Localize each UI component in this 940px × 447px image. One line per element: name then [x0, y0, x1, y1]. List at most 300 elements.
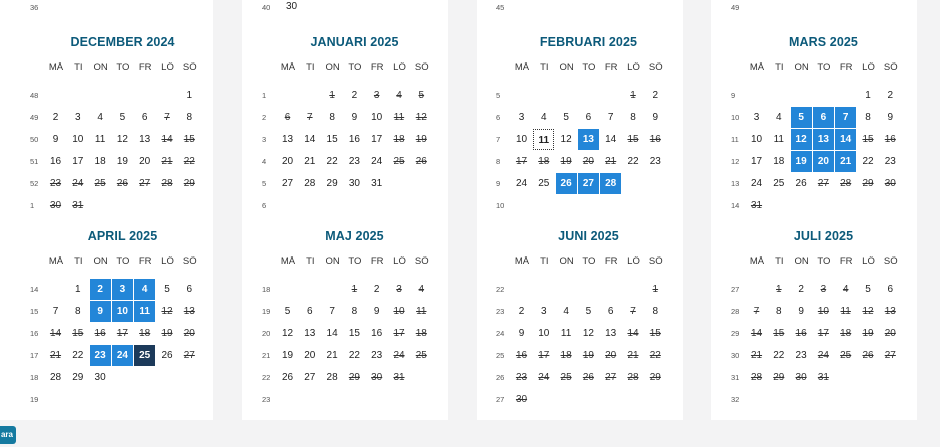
day-cell: 12	[862, 306, 874, 317]
day-cell[interactable]: 8	[75, 306, 81, 317]
week-number: 6	[262, 201, 267, 210]
day-cell: 27	[817, 178, 829, 189]
day-cell[interactable]: 10	[515, 134, 528, 145]
day-cell[interactable]: 2	[373, 284, 380, 295]
day-cell[interactable]: 29	[72, 372, 84, 383]
day-cell[interactable]: 5	[791, 107, 812, 128]
day-cell[interactable]: 5	[585, 306, 592, 317]
day-cell[interactable]: 12	[116, 134, 128, 145]
day-cell: 14	[49, 328, 62, 339]
weekday-header: TI	[540, 256, 549, 267]
day-cell[interactable]: 6	[607, 306, 614, 317]
day-cell[interactable]: 28	[600, 173, 621, 194]
day-cell[interactable]: 17	[72, 156, 84, 167]
week-number: 17	[30, 351, 39, 360]
day-cell: 17	[515, 156, 528, 167]
day-cell: 21	[161, 156, 173, 167]
day-cell[interactable]: 24	[371, 156, 383, 167]
day-cell[interactable]: 23	[371, 350, 383, 361]
day-cell[interactable]: 5	[284, 306, 291, 317]
day-cell[interactable]: 22	[627, 156, 639, 167]
day-cell: 1	[351, 284, 358, 295]
day-cell: 25	[393, 156, 405, 167]
day-cell[interactable]: 2	[351, 90, 358, 101]
day-cell[interactable]: 2	[887, 90, 894, 101]
day-cell[interactable]: 24	[112, 345, 133, 366]
week-number: 14	[30, 285, 39, 294]
day-cell: 19	[560, 156, 572, 167]
day-cell[interactable]: 23	[795, 350, 807, 361]
day-cell: 29	[862, 178, 874, 189]
day-cell: 16	[649, 134, 661, 145]
weekday-header: FR	[604, 62, 618, 73]
week-number: 18	[30, 373, 39, 382]
month-title: FEBRUARI 2025	[539, 35, 638, 49]
day-cell[interactable]: 5	[865, 284, 871, 295]
week-number: 9	[496, 179, 501, 188]
day-cell[interactable]: 2	[90, 279, 111, 300]
week-number: 51	[30, 157, 39, 166]
day-cell[interactable]: 2	[652, 90, 659, 101]
day-cell: 13	[884, 306, 896, 317]
day-cell: 3	[396, 284, 402, 295]
day-cell[interactable]: 4	[563, 306, 569, 317]
day-cell[interactable]: 9	[798, 306, 804, 317]
day-cell: 4	[396, 90, 402, 101]
week-number: 15	[30, 307, 39, 316]
day-cell[interactable]: 28	[49, 372, 62, 383]
weekday-header: SÖ	[883, 62, 898, 73]
day-cell: 23	[515, 372, 528, 383]
day-cell[interactable]: 7	[607, 112, 614, 123]
weekday-header: TI	[306, 256, 315, 267]
day-cell: 15	[627, 134, 639, 145]
day-cell[interactable]: 8	[776, 306, 782, 317]
day-cell: 27	[183, 350, 195, 361]
day-cell[interactable]: 28	[326, 372, 338, 383]
day-cell[interactable]: 25	[538, 178, 550, 189]
weekday-header: LÖ	[862, 256, 875, 267]
day-cell: 18	[538, 156, 550, 167]
day-cell: 26	[116, 178, 128, 189]
day-cell: 26	[415, 156, 427, 167]
weekday-header: ON	[325, 256, 340, 267]
day-cell[interactable]: 6	[307, 306, 313, 317]
week-number: 52	[30, 179, 39, 188]
day-cell: 29	[183, 178, 195, 189]
day-cell[interactable]: 30	[348, 178, 360, 189]
day-cell[interactable]: 19	[116, 156, 128, 167]
day-cell[interactable]: 12	[582, 328, 594, 339]
day-cell: 17	[393, 328, 405, 339]
day-cell[interactable]: 23	[348, 156, 360, 167]
day-cell: 25	[415, 350, 427, 361]
weekday-header: MÅ	[749, 62, 765, 73]
week-number: 26	[496, 373, 505, 382]
week-number: 31	[731, 373, 740, 382]
weekday-header: TI	[775, 256, 784, 267]
day-cell[interactable]: 18	[773, 156, 785, 167]
day-cell[interactable]: 3	[753, 112, 760, 123]
day-cell: 11	[393, 112, 405, 123]
day-cell[interactable]: 1	[186, 90, 193, 101]
day-cell[interactable]: 26	[795, 178, 807, 189]
day-cell[interactable]: 18	[94, 156, 106, 167]
day-cell[interactable]: 5	[119, 112, 126, 123]
day-cell[interactable]: 3	[112, 279, 133, 300]
day-cell[interactable]: 7	[329, 306, 335, 317]
week-number: 13	[731, 179, 740, 188]
day-cell[interactable]: 13	[304, 328, 316, 339]
day-cell[interactable]: 15	[326, 134, 338, 145]
day-cell: 1	[329, 90, 335, 101]
day-cell: 14	[627, 328, 639, 339]
day-cell[interactable]: 6	[141, 112, 148, 123]
day-cell: 4	[418, 284, 425, 295]
month-title: JUNI 2025	[558, 229, 619, 243]
day-cell[interactable]: 4	[134, 279, 155, 300]
day-cell[interactable]: 10	[112, 301, 133, 322]
day-cell[interactable]: 17	[750, 156, 763, 167]
day-cell: 14	[750, 328, 763, 339]
weekday-header: SÖ	[182, 62, 197, 73]
day-cell: 5	[418, 90, 425, 101]
week-number: 29	[731, 329, 740, 338]
day-cell[interactable]: 9	[52, 134, 59, 145]
day-cell: 7	[164, 112, 170, 123]
week-number: 27	[496, 395, 505, 404]
day-cell[interactable]: 15	[348, 328, 360, 339]
day-cell: 30	[795, 372, 807, 383]
day-cell[interactable]: 6	[585, 112, 592, 123]
week-number: 4	[262, 157, 267, 166]
day-cell[interactable]: 8	[865, 112, 871, 123]
weekday-header: ON	[559, 256, 574, 267]
weekday-header: TI	[775, 62, 784, 73]
week-number: 22	[496, 285, 505, 294]
week-number: 19	[262, 307, 271, 316]
day-cell[interactable]: 31	[371, 178, 383, 189]
week-number: 1	[30, 201, 35, 210]
day-cell: 24	[538, 372, 550, 383]
weekday-header: LÖ	[393, 62, 406, 73]
weekday-header: MÅ	[48, 256, 64, 267]
day-cell[interactable]: 11	[560, 328, 572, 339]
week-number: 2	[262, 113, 267, 122]
day-cell[interactable]: 8	[652, 306, 659, 317]
week-number: 10	[496, 201, 505, 210]
day-cell[interactable]: 23	[649, 156, 661, 167]
day-cell[interactable]: 22	[862, 156, 874, 167]
week-number: 32	[731, 395, 740, 404]
weekday-header: FR	[839, 62, 853, 73]
day-cell[interactable]: 10	[538, 328, 550, 339]
day-cell[interactable]: 11	[134, 301, 155, 322]
day-cell: 29	[348, 372, 360, 383]
week-number: 23	[496, 307, 505, 316]
week-number: 5	[262, 179, 267, 188]
weekday-header: ON	[325, 62, 340, 73]
day-cell: 3	[820, 284, 827, 295]
weekday-header: TO	[348, 62, 362, 73]
day-cell[interactable]: 3	[541, 306, 547, 317]
day-cell: 15	[183, 134, 195, 145]
day-cell[interactable]: 22	[326, 156, 338, 167]
day-cell: 20	[183, 328, 195, 339]
weekday-header: MÅ	[48, 62, 64, 73]
weekday-header: TI	[74, 62, 83, 73]
day-cell: 19	[415, 134, 427, 145]
day-cell[interactable]: 10	[750, 134, 763, 145]
weekday-header: TO	[348, 256, 362, 267]
day-cell[interactable]: 14	[326, 328, 338, 339]
day-cell[interactable]: 30	[94, 372, 106, 383]
day-cell[interactable]: 4	[97, 112, 103, 123]
week-number: 25	[496, 351, 505, 360]
day-cell: 18	[393, 134, 405, 145]
month-title: DECEMBER 2024	[70, 35, 175, 49]
day-cell: 4	[842, 284, 849, 295]
day-cell: 10	[393, 306, 405, 317]
weekday-header: TO	[817, 62, 831, 73]
weekday-header: MÅ	[514, 62, 530, 73]
week-number: 1	[262, 91, 267, 100]
weekday-header: FR	[138, 256, 152, 267]
next-button[interactable]	[0, 426, 16, 444]
day-cell[interactable]: 27	[304, 372, 316, 383]
day-cell[interactable]: 25	[773, 178, 785, 189]
day-cell: 28	[840, 178, 852, 189]
day-cell: 15	[649, 328, 661, 339]
day-cell[interactable]: 11	[533, 129, 554, 150]
day-cell[interactable]: 16	[348, 134, 360, 145]
day-cell: 21	[750, 350, 763, 361]
day-cell[interactable]: 1	[865, 90, 871, 101]
day-cell[interactable]: 7	[52, 306, 59, 317]
day-cell[interactable]: 9	[90, 301, 111, 322]
day-cell[interactable]: 9	[518, 328, 525, 339]
day-cell[interactable]: 21	[835, 151, 856, 172]
day-cell[interactable]: 29	[326, 178, 338, 189]
week-number: 22	[262, 373, 271, 382]
day-cell: 21	[627, 350, 639, 361]
day-cell[interactable]: 2	[798, 284, 804, 295]
day-cell: 16	[94, 328, 106, 339]
day-cell[interactable]: 14	[605, 134, 617, 145]
day-cell[interactable]: 21	[304, 156, 316, 167]
day-cell: 15	[72, 328, 84, 339]
day-cell: 18	[560, 350, 572, 361]
day-cell: 28	[161, 178, 173, 189]
weekday-header: SÖ	[883, 256, 898, 267]
day-cell: 17	[538, 350, 550, 361]
weekday-header: TO	[817, 256, 831, 267]
week-number: 50	[30, 135, 39, 144]
day-cell: 22	[183, 156, 195, 167]
day-cell[interactable]: 27	[578, 173, 599, 194]
day-cell[interactable]: 8	[351, 306, 358, 317]
day-cell: 11	[416, 306, 427, 317]
day-cell[interactable]: 19	[281, 350, 294, 361]
day-cell: 7	[630, 306, 636, 317]
weekday-header: ON	[93, 62, 108, 73]
weekday-header: ON	[794, 256, 809, 267]
day-cell[interactable]: 25	[134, 345, 155, 366]
week-number: 30	[731, 351, 740, 360]
top-week-number: 36	[30, 3, 39, 12]
weekday-header: SÖ	[648, 256, 663, 267]
day-cell[interactable]: 9	[652, 112, 659, 123]
weekday-header: ON	[794, 62, 809, 73]
day-cell[interactable]: 9	[887, 112, 894, 123]
weekday-header: MÅ	[514, 256, 530, 267]
day-cell[interactable]: 3	[518, 112, 525, 123]
day-cell[interactable]: 20	[281, 156, 294, 167]
day-cell[interactable]: 8	[186, 112, 193, 123]
month-title: MAJ 2025	[325, 229, 384, 243]
day-cell[interactable]: 13	[813, 129, 834, 150]
day-cell[interactable]: 24	[750, 178, 763, 189]
day-cell[interactable]: 20	[139, 156, 151, 167]
day-cell[interactable]: 13	[578, 129, 599, 150]
day-cell[interactable]: 5	[563, 112, 569, 123]
day-cell[interactable]: 9	[373, 306, 380, 317]
day-cell: 28	[627, 372, 639, 383]
day-cell[interactable]: 12	[560, 134, 572, 145]
day-cell[interactable]: 20	[304, 350, 316, 361]
day-cell[interactable]: 23	[90, 345, 111, 366]
day-cell[interactable]: 14	[835, 129, 856, 150]
weekday-header: ON	[93, 256, 108, 267]
weekday-header: SÖ	[182, 256, 197, 267]
day-cell: 7	[307, 112, 313, 123]
weekday-header: TO	[116, 256, 130, 267]
day-cell: 15	[773, 328, 785, 339]
day-cell: 1	[776, 284, 782, 295]
day-cell: 31	[817, 372, 829, 383]
day-cell[interactable]: 20	[813, 151, 834, 172]
day-cell[interactable]: 11	[773, 134, 784, 145]
day-cell[interactable]: 1	[75, 284, 81, 295]
day-cell: 26	[862, 350, 874, 361]
day-cell[interactable]: 9	[351, 112, 358, 123]
weekday-header: ON	[559, 62, 574, 73]
week-number: 12	[731, 157, 740, 166]
day-cell[interactable]: 8	[329, 112, 335, 123]
day-cell: 17	[817, 328, 829, 339]
day-cell: 29	[649, 372, 661, 383]
day-cell[interactable]: 27	[281, 178, 294, 189]
week-number: 10	[731, 113, 740, 122]
week-number: 27	[731, 285, 740, 294]
top-day-cell[interactable]: 30	[286, 1, 298, 12]
day-cell[interactable]: 12	[281, 328, 294, 339]
day-cell[interactable]: 23	[884, 156, 896, 167]
day-cell[interactable]: 5	[164, 284, 170, 295]
day-cell[interactable]: 8	[630, 112, 636, 123]
day-cell[interactable]: 14	[304, 134, 316, 145]
day-cell[interactable]: 13	[605, 328, 617, 339]
week-number: 21	[262, 351, 271, 360]
week-number: 48	[30, 91, 39, 100]
day-cell[interactable]: 12	[791, 129, 812, 150]
day-cell: 31	[750, 200, 763, 211]
day-cell[interactable]: 3	[75, 112, 81, 123]
day-cell[interactable]: 16	[49, 156, 62, 167]
day-cell[interactable]: 24	[515, 178, 528, 189]
day-cell[interactable]: 16	[371, 328, 383, 339]
day-cell[interactable]: 10	[72, 134, 84, 145]
day-cell[interactable]: 22	[348, 350, 360, 361]
day-cell: 20	[884, 328, 896, 339]
weekday-header: LÖ	[862, 62, 875, 73]
weekday-header: FR	[370, 62, 384, 73]
week-number: 16	[30, 329, 39, 338]
top-week-number: 45	[496, 3, 505, 12]
week-number: 7	[496, 135, 501, 144]
month-title: APRIL 2025	[87, 229, 158, 243]
day-cell[interactable]: 26	[281, 372, 294, 383]
day-cell[interactable]: 26	[556, 173, 577, 194]
week-number: 23	[262, 395, 271, 404]
day-cell[interactable]: 22	[773, 350, 785, 361]
weekday-header: FR	[370, 256, 384, 267]
day-cell[interactable]: 26	[161, 350, 173, 361]
day-cell[interactable]: 4	[776, 112, 782, 123]
day-cell[interactable]: 21	[326, 350, 338, 361]
day-cell[interactable]: 17	[371, 134, 383, 145]
day-cell[interactable]: 7	[835, 107, 856, 128]
day-cell[interactable]: 19	[791, 151, 812, 172]
day-cell: 18	[139, 328, 151, 339]
day-cell[interactable]: 11	[94, 134, 106, 145]
week-number: 20	[262, 329, 271, 338]
day-cell: 6	[284, 112, 291, 123]
day-cell: 24	[817, 350, 829, 361]
day-cell: 29	[773, 372, 785, 383]
weekday-header: LÖ	[627, 62, 640, 73]
weekday-header: LÖ	[161, 256, 174, 267]
weekday-header: LÖ	[393, 256, 406, 267]
day-cell[interactable]: 6	[813, 107, 834, 128]
day-cell: 30	[515, 394, 528, 405]
day-cell: 18	[840, 328, 852, 339]
top-week-number: 49	[731, 3, 740, 12]
weekday-header: MÅ	[749, 256, 765, 267]
weekday-header: LÖ	[161, 62, 174, 73]
day-cell: 13	[183, 306, 195, 317]
day-cell[interactable]: 2	[518, 306, 525, 317]
day-cell[interactable]: 22	[72, 350, 84, 361]
weekday-header: TI	[540, 62, 549, 73]
month-title: JANUARI 2025	[310, 35, 399, 49]
weekday-header: MÅ	[280, 256, 296, 267]
day-cell[interactable]: 6	[887, 284, 894, 295]
weekday-header: SÖ	[648, 62, 663, 73]
day-cell[interactable]: 13	[139, 134, 151, 145]
day-cell[interactable]: 13	[281, 134, 294, 145]
day-cell[interactable]: 2	[52, 112, 59, 123]
weekday-header: FR	[138, 62, 152, 73]
top-week-number: 40	[262, 3, 271, 12]
day-cell: 16	[884, 134, 896, 145]
day-cell[interactable]: 10	[371, 112, 383, 123]
weekday-header: MÅ	[280, 62, 296, 73]
day-cell[interactable]: 28	[304, 178, 316, 189]
day-cell: 7	[753, 306, 760, 317]
day-cell[interactable]: 6	[186, 284, 193, 295]
day-cell[interactable]: 4	[541, 112, 547, 123]
